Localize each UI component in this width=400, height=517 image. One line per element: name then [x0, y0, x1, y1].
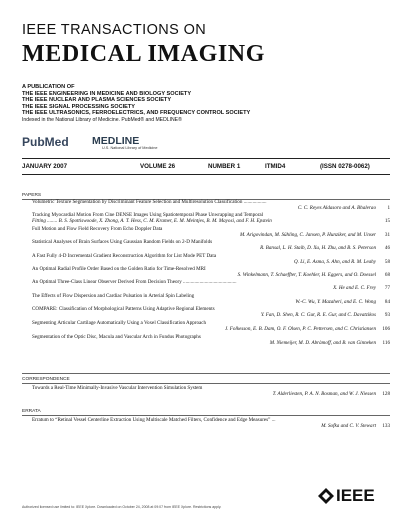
- entry-page: 15: [384, 218, 390, 225]
- entry-authors: Q. Li, E. Asma, S. Ahn, and R. M. Leahy: [293, 258, 376, 265]
- entry-title-continued: Fitting ........ B. S. Spottiswoode, X. Zhong, A. T. Hess, C. M. Kramer, E. M. Meintjes, B. M. Mayosi, and F. H. Epstein: [32, 218, 272, 225]
- entry-title: Segmenting Articular Cartilage Automatically Using a Voxel Classification Approach: [32, 319, 207, 326]
- toc-entry[interactable]: [32, 200, 390, 212]
- issue-issn: (ISSN 0278-0062): [320, 163, 370, 170]
- entry-page: 46: [384, 245, 390, 252]
- entry-authors: Y. Fan, D. Shen, R. C. Gur, R. E. Gur, and C. Davatzikos: [260, 312, 376, 319]
- entry-title: Tracking Myocardial Motion From Cine DENSE Images Using Spatiotemporal Phase Unwrapping and Temporal: [32, 212, 264, 219]
- entry-authors: M. Sofka and C. V. Stewart: [321, 422, 376, 429]
- indexed-note: Indexed in the National Library of Medicine. PubMed® and MEDLINE®: [22, 116, 182, 123]
- entry-page: 84: [384, 298, 390, 305]
- entry-title: An Optimal Three-Class Linear Observer Derived From Decision Theory ..........................................: [32, 279, 237, 286]
- toc-entry[interactable]: [32, 267, 390, 279]
- toc-papers: [32, 200, 390, 349]
- entry-title: Full Motion and Flow Field Recovery From Echo Doppler Data: [32, 225, 163, 232]
- section-correspondence: CORRESPONDENCE: [22, 377, 70, 382]
- entry-page: 68: [384, 271, 390, 278]
- entry-authors: W.-C. Wu, Y. Mazaheri, and E. C. Wong: [295, 298, 376, 305]
- publication-line: THE IEEE ULTRASONICS, FERROELECTRICS, AND FREQUENCY CONTROL SOCIETY: [22, 110, 251, 116]
- entry-title: Erratum to “Retinal Vessel Centerline Extraction Using Multiscale Matched Filters, Confidence and Edge Measures” ...: [32, 417, 276, 423]
- ieee-diamond-icon: [318, 488, 334, 504]
- index-logos: [22, 134, 222, 154]
- issue-code: ITMID4: [265, 163, 286, 170]
- journal-title-line2: MEDICAL IMAGING: [22, 41, 266, 67]
- publication-block: [22, 84, 392, 123]
- errata-rule: [22, 415, 390, 416]
- entry-authors: C. C. Reyes Aldasoro and A. Bhalerao: [297, 204, 376, 211]
- toc-correspondence: [32, 386, 390, 399]
- publication-line: THE IEEE NUCLEAR AND PLASMA SCIENCES SOCIETY: [22, 97, 172, 103]
- header-rule: [22, 158, 390, 159]
- entry-authors: M. Arigovindan, M. Sühling, C. Jansen, P. Hunziker, and M. Unser: [239, 231, 376, 238]
- entry-page: 93: [384, 312, 390, 319]
- toc-entry[interactable]: [32, 335, 390, 347]
- pubmed-logo: PubMed: [22, 135, 69, 149]
- entry-page: 77: [384, 285, 390, 292]
- toc-entry[interactable]: [32, 213, 390, 225]
- entry-title: Segmentation of the Optic Disc, Macula and Vascular Arch in Fundus Photographs: [32, 334, 201, 341]
- ieee-logo: IEEE: [336, 486, 375, 505]
- section-papers: PAPERS: [22, 193, 42, 198]
- toc-entry[interactable]: [32, 418, 390, 430]
- entry-title: The Effects of Flow Dispersion and Cardiac Pulsation in Arterial Spin Labeling: [32, 292, 195, 299]
- toc-entry[interactable]: [32, 321, 390, 333]
- entry-page: 1: [387, 204, 390, 211]
- issue-number: NUMBER 1: [208, 163, 241, 170]
- toc-entry[interactable]: [32, 294, 390, 306]
- toc-errata: [32, 418, 390, 431]
- toc-entry[interactable]: [32, 240, 390, 252]
- entry-page: 106: [382, 325, 390, 332]
- entry-authors: X. He and E. C. Frey: [333, 285, 376, 292]
- entry-title: An Optimal Radial Profile Order Based on the Golden Ratio for Time-Resolved MRI: [32, 266, 206, 273]
- publication-line: THE IEEE ENGINEERING IN MEDICINE AND BIOLOGY SOCIETY: [22, 90, 192, 97]
- publication-line: THE IEEE SIGNAL PROCESSING SOCIETY: [22, 103, 136, 110]
- entry-page: 31: [384, 231, 390, 238]
- entry-authors: J. Folkesson, E. B. Dam, O. F. Olsen, P. C. Pettersen, and C. Christiansen: [224, 325, 376, 332]
- toc-entry[interactable]: [32, 280, 390, 292]
- issue-date: JANUARY 2007: [22, 163, 68, 170]
- entry-authors: M. Niemeijer, M. D. Abràmoff, and B. van Ginneken: [269, 340, 376, 347]
- publication-line: A PUBLICATION OF: [22, 84, 75, 90]
- toc-entry[interactable]: [32, 227, 390, 239]
- entry-page: 133: [382, 422, 390, 429]
- entry-title: COMPARE: Classification of Morphological Patterns Using Adaptive Regional Elements: [32, 306, 215, 313]
- entry-title: Volumetric Texture Segmentation by Discriminant Feature Selection and Multiresolution Classification ..................: [32, 199, 267, 205]
- entry-authors: R. Bansal, L. H. Staib, D. Xu, H. Zhu, and B. S. Peterson: [260, 245, 376, 252]
- entry-authors: T. Alderliesten, P. A. N. Bosman, and W. J. Niessen: [272, 390, 376, 397]
- toc-entry[interactable]: [32, 307, 390, 319]
- entry-authors: S. Winkelmann, T. Schaeffter, T. Koehler, H. Eggers, and O. Doessel: [237, 271, 376, 278]
- entry-title: Towards a Real-Time Minimally-Invasive Vascular Intervention Simulation System: [32, 385, 203, 391]
- entry-page: 116: [382, 340, 390, 347]
- medline-logo: MEDLINE: [92, 135, 140, 147]
- journal-title-line1: IEEE TRANSACTIONS ON: [22, 22, 207, 38]
- entry-page: 128: [382, 390, 390, 397]
- correspondence-top-rule: [22, 373, 390, 374]
- nlm-label: U.S. National Library of Medicine: [102, 146, 158, 150]
- issue-volume: VOLUME 26: [140, 163, 176, 170]
- section-errata: ERRATA: [22, 409, 41, 414]
- entry-title: A Fast Fully 4-D Incremental Gradient Reconstruction Algorithm for List Mode PET Data: [32, 252, 217, 259]
- issue-rule: [22, 174, 390, 175]
- correspondence-rule: [22, 383, 390, 384]
- license-footer: Authorized licensed use limited to: IEEE Xplore. Downloaded on October 24, 2008 at 09:07 from IEEE Xplore. Restrictions apply.: [22, 505, 222, 509]
- entry-title: Statistical Analyses of Brain Surfaces Using Gaussian Random Fields on 2-D Manifolds: [32, 239, 213, 246]
- toc-entry[interactable]: [32, 254, 390, 266]
- toc-entry[interactable]: [32, 386, 390, 398]
- entry-page: 58: [384, 258, 390, 265]
